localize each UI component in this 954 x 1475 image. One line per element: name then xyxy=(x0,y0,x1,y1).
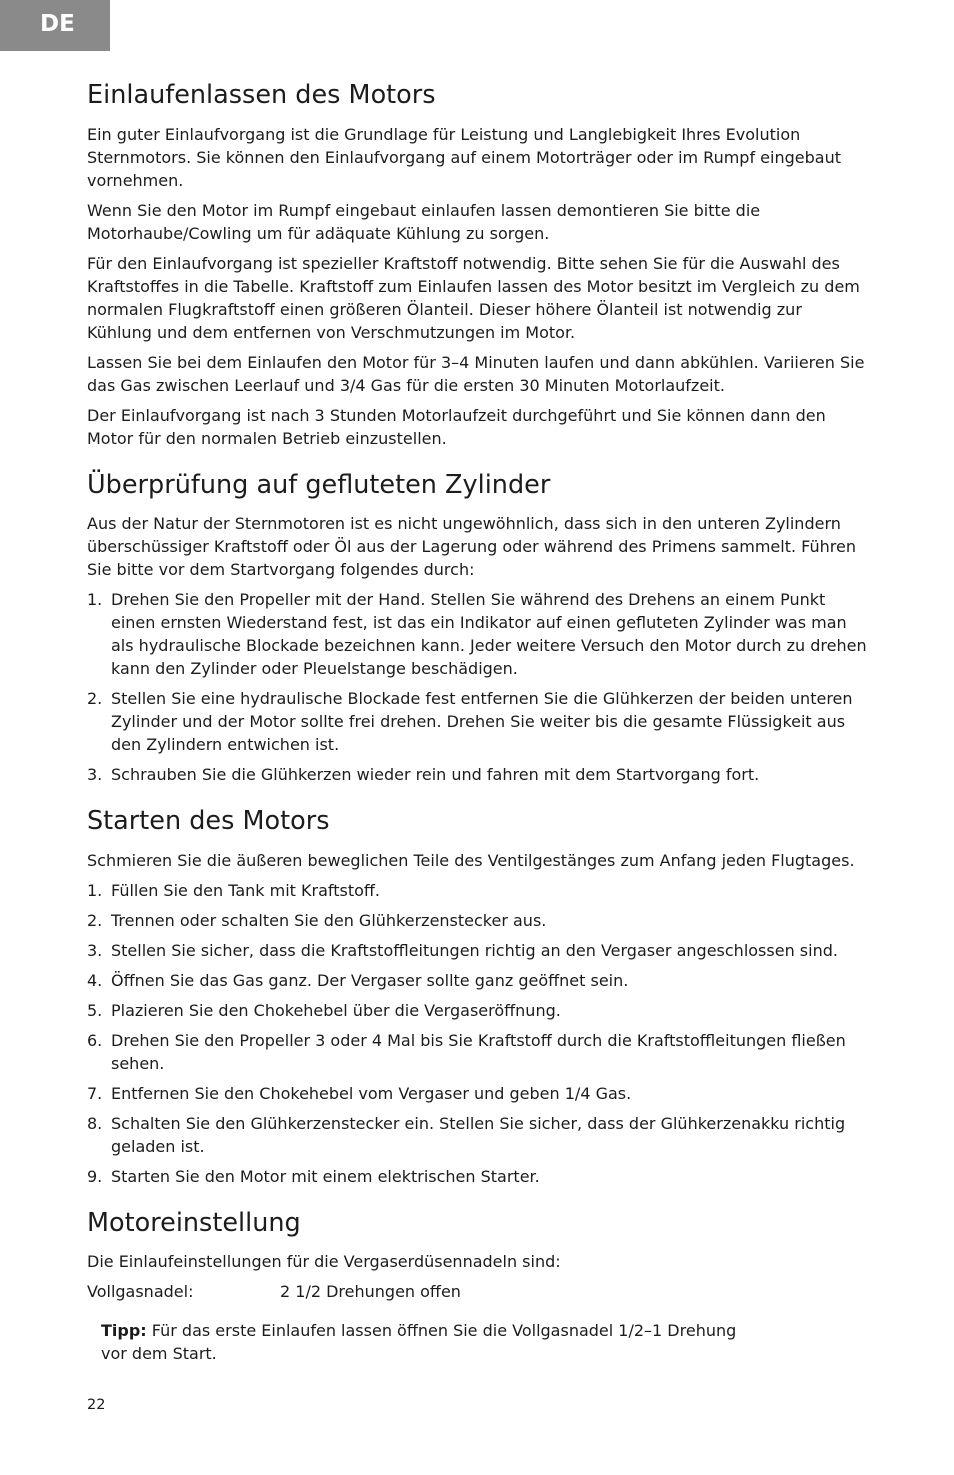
section-heading: Starten des Motors xyxy=(87,806,330,837)
list-item xyxy=(87,879,867,902)
list-text: Drehen Sie den Propeller mit der Hand. Stellen Sie während des Drehens an einem Punkt einen ernsten Wiederstand fest, ist das ein Indikator auf einen gefluteten Zylinder was man als hydraulische Blockade bezeichnen kann. Jeder weitere Versuch den Motor durch zu drehen kann den Zylinder oder Pleuelstange beschädigen. xyxy=(111,590,867,679)
language-tab: DE xyxy=(0,0,110,51)
section-engine-adjustment xyxy=(87,1208,867,1366)
list-text: Schalten Sie den Glühkerzenstecker ein. Stellen Sie sicher, dass der Glühkerzenakku richtig geladen ist. xyxy=(111,1113,846,1156)
paragraph: Ein guter Einlaufvorgang ist die Grundlage für Leistung und Langlebigkeit Ihres Evolution Sternmotors. Sie können den Einlaufvorgang auf einem Motorträger oder im Rumpf eingebaut vornehmen. xyxy=(87,124,841,190)
list-item xyxy=(87,939,867,962)
list-number: 7. xyxy=(87,1083,103,1103)
list-number: 6. xyxy=(87,1030,103,1050)
list-item xyxy=(87,969,867,992)
section-flooded-cylinder xyxy=(87,470,867,787)
list-text: Füllen Sie den Tank mit Kraftstoff. xyxy=(111,880,381,900)
list-item xyxy=(87,999,867,1022)
list-text: Trennen oder schalten Sie den Glühkerzenstecker aus. xyxy=(111,910,547,930)
section-starting xyxy=(87,806,867,1188)
list-item xyxy=(87,909,867,932)
section-heading: Motoreinstellung xyxy=(87,1207,301,1238)
section-heading: Einlaufenlassen des Motors xyxy=(87,80,436,110)
list-text: Entfernen Sie den Chokehebel vom Vergaser und geben 1/4 Gas. xyxy=(111,1083,632,1103)
numbered-list xyxy=(87,879,867,1188)
page-number: 22 xyxy=(87,1397,106,1413)
list-item xyxy=(87,1029,867,1075)
list-number: 1. xyxy=(87,590,103,610)
list-text: Stellen Sie eine hydraulische Blockade fest entfernen Sie die Glühkerzen der beiden unteren Zylinder und der Motor sollte frei drehen. Drehen Sie weiter bis die gesamte Flüssigkeit aus den Zylindern entwichen ist. xyxy=(111,689,853,755)
list-item xyxy=(87,763,867,786)
list-number: 9. xyxy=(87,1166,103,1186)
setting-label: Vollgasnadel: xyxy=(87,1282,194,1302)
paragraph: Wenn Sie den Motor im Rumpf eingebaut einlaufen lassen demontieren Sie bitte die Motorhaube/Cowling um für adäquate Kühlung zu sorgen. xyxy=(87,200,761,243)
paragraph: Schmieren Sie die äußeren beweglichen Teile des Ventilgestänges zum Anfang jeden Flugtages. xyxy=(87,850,855,870)
page-content xyxy=(87,80,867,1365)
paragraph: Die Einlaufeinstellungen für die Vergaserdüsennadeln sind: xyxy=(87,1252,561,1272)
section-heading: Überprüfung auf gefluteten Zylinder xyxy=(87,469,551,500)
paragraph: Der Einlaufvorgang ist nach 3 Stunden Motorlaufzeit durchgeführt und Sie können dann den Motor für den normalen Betrieb einzustellen. xyxy=(87,405,826,448)
list-number: 3. xyxy=(87,940,103,960)
paragraph: Aus der Natur der Sternmotoren ist es nicht ungewöhnlich, dass sich in den unteren Zylindern überschüssiger Kraftstoff oder Öl aus der Lagerung oder während des Primens sammelt. Führen Sie bitte vor dem Startvorgang folgendes durch: xyxy=(87,514,856,580)
list-item xyxy=(87,1165,867,1188)
list-number: 1. xyxy=(87,880,103,900)
paragraph: Lassen Sie bei dem Einlaufen den Motor für 3–4 Minuten laufen und dann abkühlen. Variieren Sie das Gas zwischen Leerlauf und 3/4 Gas für die ersten 30 Minuten Motorlaufzeit. xyxy=(87,352,865,395)
list-item xyxy=(87,1082,867,1105)
list-number: 5. xyxy=(87,1000,103,1020)
tip-label: Tipp: xyxy=(101,1321,147,1341)
tip-box xyxy=(101,1319,761,1365)
list-number: 2. xyxy=(87,910,103,930)
list-number: 4. xyxy=(87,970,103,990)
tip-text: Für das erste Einlaufen lassen öffnen Sie die Vollgasnadel 1/2–1 Drehung vor dem Start. xyxy=(101,1321,737,1364)
needle-setting-row xyxy=(87,1280,867,1303)
section-break-in xyxy=(87,80,867,450)
list-text: Plazieren Sie den Chokehebel über die Vergaseröffnung. xyxy=(111,1000,561,1020)
list-text: Starten Sie den Motor mit einem elektrischen Starter. xyxy=(111,1166,540,1186)
list-item xyxy=(87,1112,867,1158)
list-number: 2. xyxy=(87,689,103,709)
list-text: Stellen Sie sicher, dass die Kraftstoffleitungen richtig an den Vergaser angeschlossen sind. xyxy=(111,940,838,960)
numbered-list xyxy=(87,588,867,786)
list-number: 3. xyxy=(87,765,103,785)
list-text: Öffnen Sie das Gas ganz. Der Vergaser sollte ganz geöffnet sein. xyxy=(111,970,629,990)
list-text: Schrauben Sie die Glühkerzen wieder rein und fahren mit dem Startvorgang fort. xyxy=(111,765,760,785)
list-text: Drehen Sie den Propeller 3 oder 4 Mal bis Sie Kraftstoff durch die Kraftstoffleitungen fließen sehen. xyxy=(111,1030,846,1073)
list-item xyxy=(87,687,867,756)
list-number: 8. xyxy=(87,1113,103,1133)
paragraph: Für den Einlaufvorgang ist spezieller Kraftstoff notwendig. Bitte sehen Sie für die Auswahl des Kraftstoffes in die Tabelle. Kraftstoff zum Einlaufen lassen des Motor besitzt im Vergleich zu dem normalen Flugkraftstoff einen größeren Ölanteil. Dieser höhere Ölanteil ist notwendig zur Kühlung und dem entfernen von Verschmutzungen im Motor. xyxy=(87,253,860,342)
list-item xyxy=(87,588,867,680)
setting-value: 2 1/2 Drehungen offen xyxy=(280,1282,461,1302)
